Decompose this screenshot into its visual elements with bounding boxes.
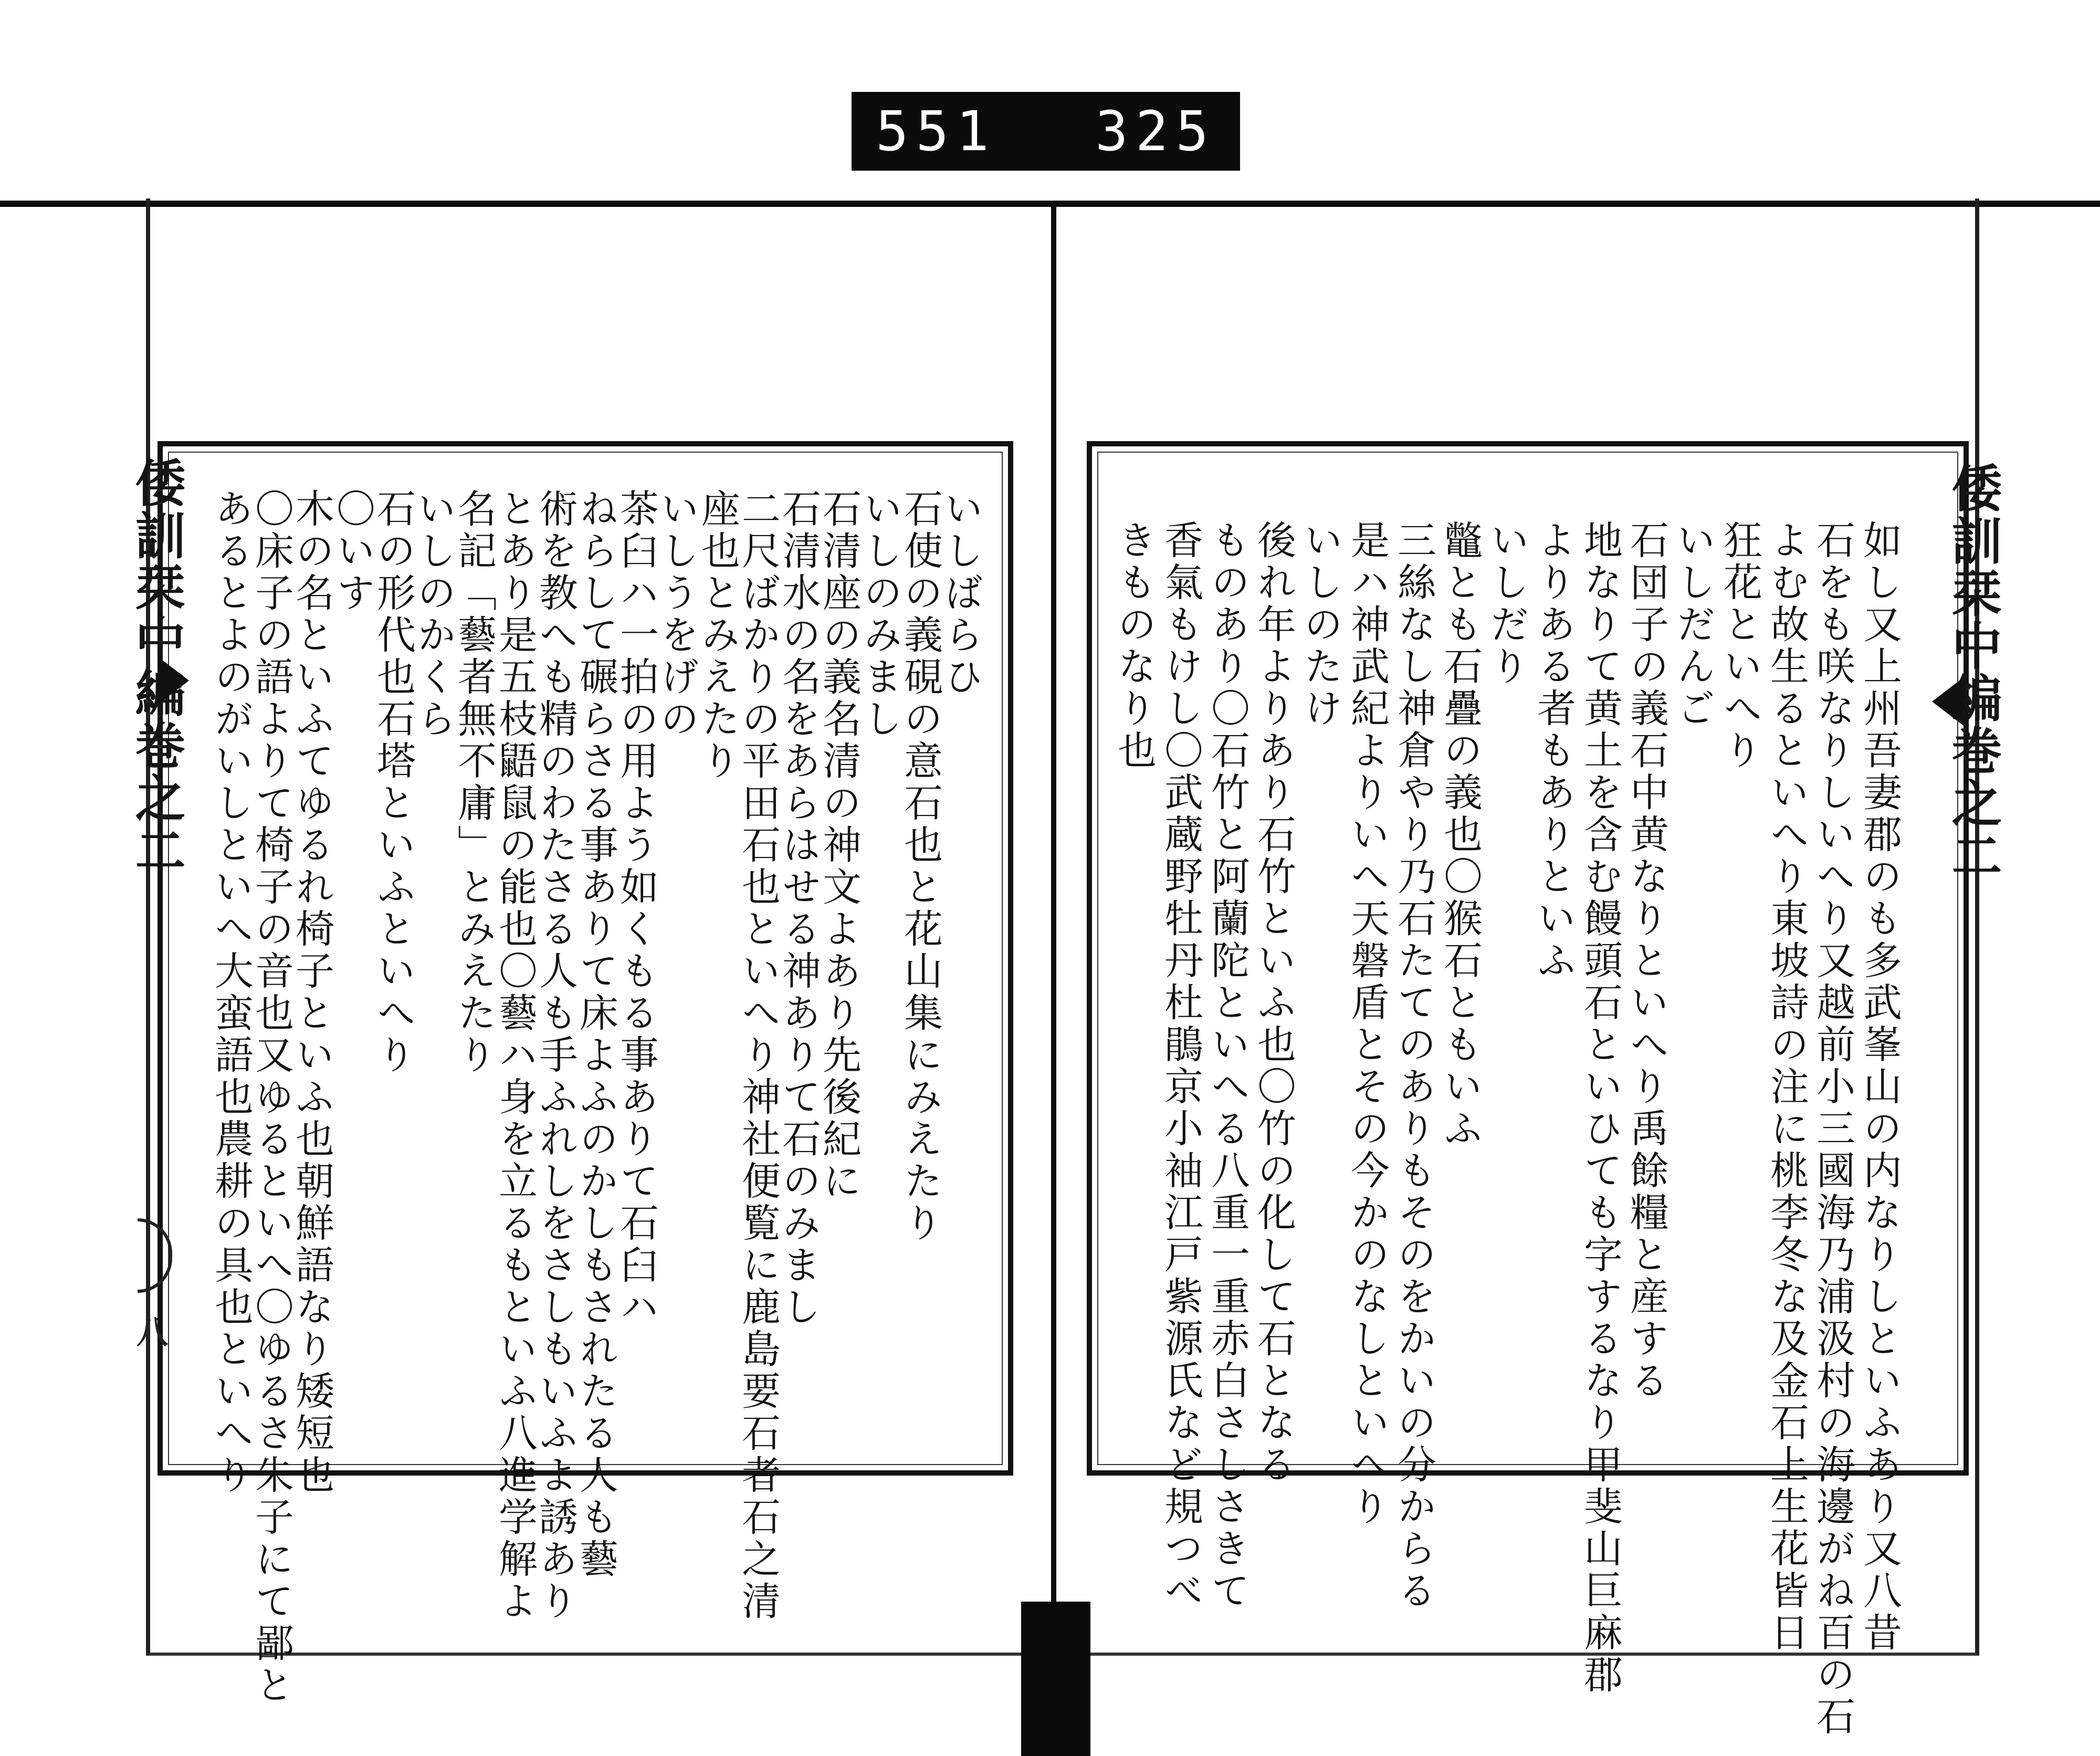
left-folio: 八 (136, 1314, 168, 1351)
left-page-column: いしのみまし (857, 488, 902, 740)
right-page-column: 地なりて黄土を含む饅頭石といひても字するなり甲斐山巨麻郡 (1578, 520, 1623, 1696)
left-header-marker (158, 656, 189, 705)
right-page-header: 倭訓栞中編巻之二 (1944, 462, 2003, 882)
right-page-column: 石団子の義石中黄なりといへり禹餘糧と産する (1624, 520, 1669, 1402)
right-page-column: 鼈とも石疊の義也〇猴石ともいふ (1437, 520, 1483, 1150)
right-page-column: いしだんご (1671, 520, 1716, 730)
right-page-column: いしのたけ (1298, 520, 1343, 730)
right-page-column: 狂花といへり (1717, 520, 1762, 772)
right-page-column: 石をも咲なりしいへり又越前小三國海乃浦汲村の海邊がね百の石 (1810, 520, 1855, 1738)
left-page-column: 名記「藝者無不庸」とみえたり (452, 488, 497, 1076)
left-page-column: 〇いす (330, 488, 375, 614)
right-page-column: よむ故生るといへり東坡詩の注に桃李冬な及金石上生花皆日 (1764, 520, 1809, 1654)
left-page-column: 茶臼ハ一拍の用よう如くもる事ありて石臼ハ (614, 488, 659, 1329)
right-page-column: 三絲なし神倉やり乃石たてのありもそのをかいの分からる (1391, 520, 1436, 1612)
left-page-column: 石清水の名をあらはせる神ありて石のみまし (776, 488, 821, 1329)
left-page-column: ねらして碾らさる事ありて床よふのかしもされたる人も藝 (573, 488, 618, 1581)
left-page-column: いしばらひ (938, 488, 983, 698)
right-page-column: 香氣もけし〇武蔵野牡丹杜鵑京小袖江戸紫源氏など規つべ (1158, 520, 1203, 1612)
left-page-column: 石清座の義名清の神文よあり先後紀に (816, 488, 862, 1203)
left-page-header: 倭訓栞中編巻之二 (127, 457, 186, 877)
right-page-column: 後れ年よりあり石竹といふ也〇竹の化して石となる (1251, 520, 1296, 1486)
left-page-column: とあり是五枝鼯鼠の能也〇藝ハ身を立るもといふ八進学解よ (492, 488, 538, 1623)
left-page-column: 座也とみえたり (695, 488, 740, 782)
right-page-column: 如し又上州吾妻郡のも多武峯山の内なりしといふあり又八昔 (1857, 520, 1902, 1654)
left-page-column: いしのかくら (411, 488, 456, 740)
left-page-column: いしうをげの (654, 488, 699, 740)
right-page-column: よりある者もありといふ (1531, 520, 1576, 982)
left-page-column: あるとよのがいしといへ大蛮語也農耕の具也といへり (208, 488, 254, 1497)
scan-number-right: 325 (1095, 99, 1216, 163)
book-spine (1051, 201, 1056, 1671)
scan-number-left: 551 (876, 99, 996, 163)
right-page-column: 是ハ神武紀よりいへ天磐盾とその今かのなしといへり (1345, 520, 1390, 1528)
binding-block (1021, 1602, 1090, 1756)
left-page-column: 〇床子の語よりて椅子の音也又ゆるといへ〇ゆるさ朱子にて鄙と (249, 488, 294, 1707)
left-page-column: 二尺ばかりの平田石也といへり神社便覧に鹿島要石者石之清 (736, 488, 781, 1623)
right-page-column: きものなり也 (1111, 520, 1157, 772)
left-page-column: 石の形代也石塔といふといへり (371, 488, 416, 1076)
right-page-column: いしだり (1484, 520, 1529, 688)
left-page-column: 石使の義硯の意石也と花山集にみえたり (898, 488, 943, 1245)
scan-number-label (852, 92, 1240, 171)
left-page-column: 木の名といふてゆるれ椅子といふ也朝鮮語なり矮短也 (289, 488, 334, 1497)
right-page-column: ものあり〇石竹と阿蘭陀といへる八重一重赤白さしさきて (1205, 520, 1250, 1612)
left-page-column: 術を教へも精のわたさる人も手ふれしをさしもいふよ誘あり (533, 488, 578, 1623)
right-header-marker (1932, 677, 1964, 726)
